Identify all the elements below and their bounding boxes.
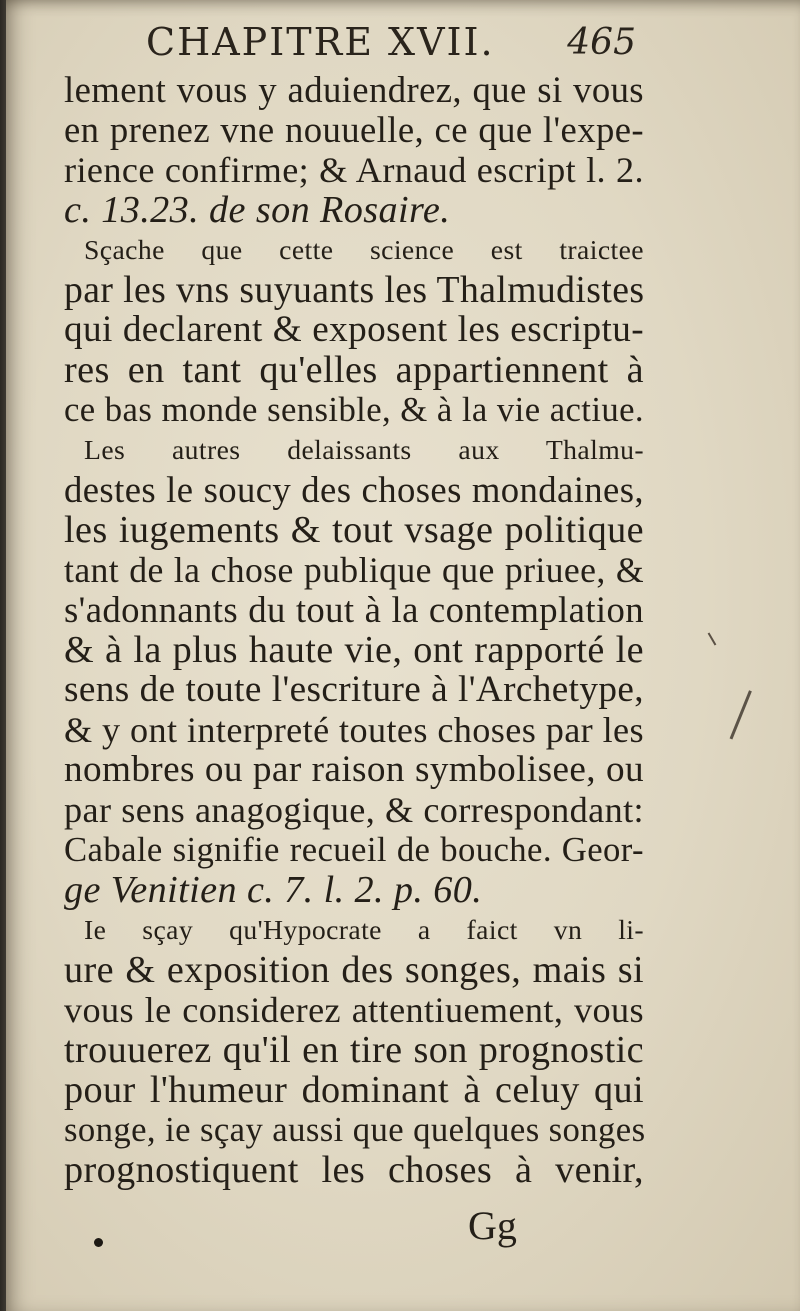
book-page xyxy=(6,0,800,1311)
text-line: par les vns suyuants les Thalmudistes xyxy=(64,269,645,311)
text-line: sens de toute l'escriture à l'Archetype, xyxy=(64,669,644,710)
page-header xyxy=(146,20,636,72)
text-line: les iugements & tout vsage politique xyxy=(64,509,644,551)
text-line: lement vous y aduiendrez, que si vous xyxy=(64,69,644,110)
text-line: c. 13.23. de son Rosaire. xyxy=(64,189,451,231)
text-line: pour l'humeur dominant à celuy qui xyxy=(64,1069,644,1111)
text-line: songe, ie sçay aussi que quelques songes xyxy=(64,1110,646,1149)
margin-pen-tick xyxy=(708,632,717,645)
text-line: prognostiquent les choses à venir, xyxy=(64,1149,644,1191)
text-line: en prenez vne nouuelle, ce que l'expe- xyxy=(64,109,644,150)
text-line: Sçache que cette science est traictee xyxy=(84,234,644,265)
text-line: tant de la chose publique que priuee, & xyxy=(64,550,644,590)
page-number: 465 xyxy=(567,22,636,63)
text-line: res en tant qu'elles appartiennent à xyxy=(64,349,644,391)
text-line: s'adonnants du tout à la contemplation xyxy=(64,589,644,630)
text-line: par sens anagogique, & correspondant: xyxy=(64,790,644,830)
text-line: trouuerez qu'il en tire son prognostic xyxy=(64,1029,644,1071)
text-line: vous le considerez attentiuement, vous xyxy=(64,990,644,1030)
text-line: Cabale signifie recueil de bouche. Geor- xyxy=(64,830,644,869)
text-line: rience confirme; & Arnaud escript l. 2. xyxy=(64,150,644,190)
margin-pen-mark xyxy=(730,690,758,742)
text-line: Ie sçay qu'Hypocrate a faict vn li- xyxy=(84,914,644,945)
text-line: nombres ou par raison symbolisee, ou xyxy=(64,749,644,790)
text-line: ce bas monde sensible, & à la vie actiue. xyxy=(64,390,644,429)
ink-dot xyxy=(94,1238,103,1247)
body-text xyxy=(64,70,644,1190)
text-line: destes le soucy des choses mondaines, xyxy=(64,469,644,510)
text-line: Les autres delaissants aux Thalmu- xyxy=(84,434,644,465)
catchword: Gg xyxy=(468,1203,517,1248)
text-line: qui declarent & exposent les escriptu- xyxy=(64,309,644,350)
text-line: ure & exposition des songes, mais si xyxy=(64,949,644,991)
running-head: CHAPITRE XVII. xyxy=(146,20,495,64)
text-line: & à la plus haute vie, ont rapporté le xyxy=(64,629,644,671)
text-line: & y ont interpreté toutes choses par les xyxy=(64,710,644,750)
text-line: ge Venitien c. 7. l. 2. p. 60. xyxy=(64,869,483,911)
